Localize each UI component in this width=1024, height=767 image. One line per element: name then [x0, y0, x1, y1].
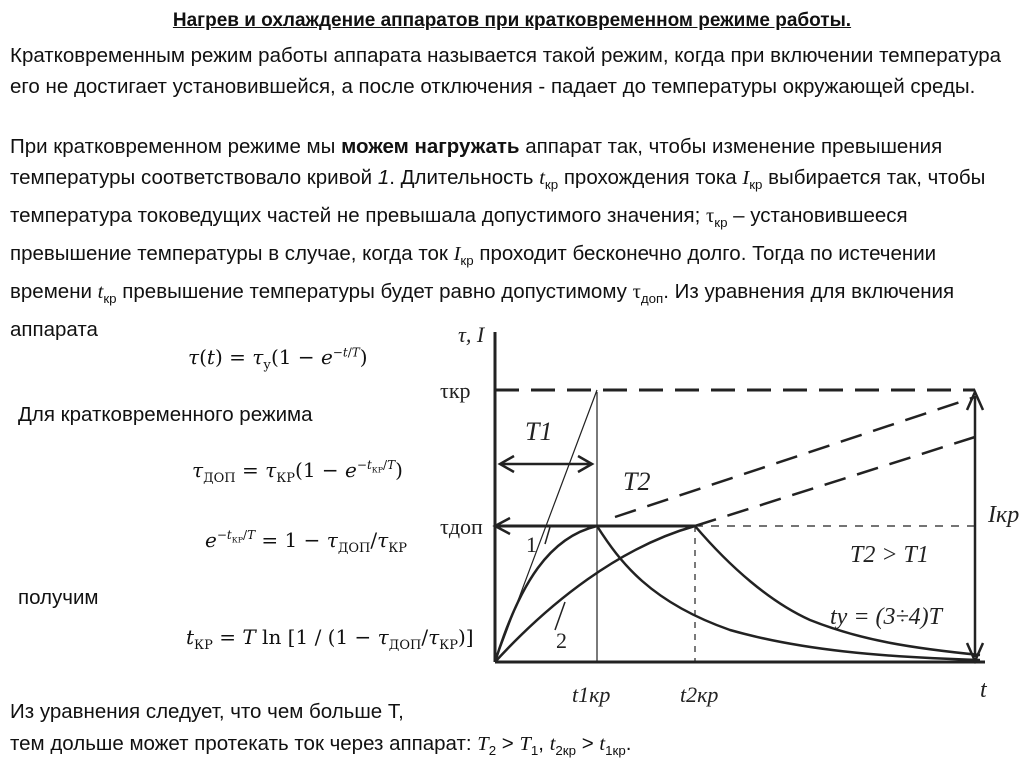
page-title: Нагрев и охлаждение аппаратов при кратковременном режиме работы. [172, 10, 852, 31]
formula-heating: $\tau(t) = \tau_у(1 - e^{-t/T})$ [188, 345, 368, 373]
curve-2-label: 2 [556, 628, 567, 653]
formula-short-mode: $\tau_{ДОП} = \tau_{КР}(1 - e^{-t_{КР}/T})$ [192, 458, 403, 486]
conclusion-line-1: Из уравнения следует, что чем больше T, [10, 700, 404, 723]
curve-1-label: 1 [526, 532, 537, 557]
t1kr-label: t1кр [572, 682, 611, 707]
label-short-mode: Для кратковременного режима [18, 403, 313, 426]
ty-label: tу = (3÷4)T [830, 604, 943, 630]
T1-label: T1 [525, 417, 553, 446]
formula-exponent: $e^{-t_{КР}/T} = 1 - \tau_{ДОП}/\tau_{КР}$ [205, 528, 408, 556]
label-get: получим [18, 586, 99, 609]
y-axis-label: τ, I [458, 322, 485, 347]
tangent-T2-lower [695, 437, 975, 526]
formula-tkr: $t_{КР} = T$ $\ln [1 / (1 - \tau_{ДОП}/\tau_{КР})]$ [186, 625, 474, 653]
paragraph-definition: Кратковременным режим работы аппарата называется такой режим, когда при включении температура его не достигает установившейся, а после отключения - падает до температуры окружающей среды. [10, 44, 1002, 98]
heating-graph [440, 312, 1020, 762]
t-axis-label: t [980, 677, 987, 703]
Ikr-label: Iкр [988, 502, 1020, 528]
condition-label: T2 > T1 [850, 542, 929, 568]
tangent-T2-upper [615, 397, 975, 517]
T2-label: T2 [623, 467, 651, 496]
conclusion-line-2: тем дольше может протекать ток через аппарат: $T_2 > T_1$, $t_{2кр} > t_{1кр}$. [10, 732, 632, 759]
tau-dop-label: τдоп [440, 514, 483, 539]
t2kr-label: t2кр [680, 682, 719, 707]
tau-kr-label: τкр [440, 378, 471, 403]
paragraph-explanation: При кратковременном режиме мы можем нагружать аппарат так, чтобы изменение превышения температуры соответствовало кривой 1. Длительность $t_{кр}$ прохождения тока $I_{кр}$ выбирается так, чтобы температура токоведущих частей не превышала допустимого значения; $\tau_{кр}$ – установившееся превышение температуры в случае, когда ток $I_{кр}$ проходит бесконечно долго. Тогда по истечении времени $t_{кр}$ превышение температуры будет равно допустимому $\tau_{доп}$. Из уравнения для включения аппарата [10, 135, 986, 342]
